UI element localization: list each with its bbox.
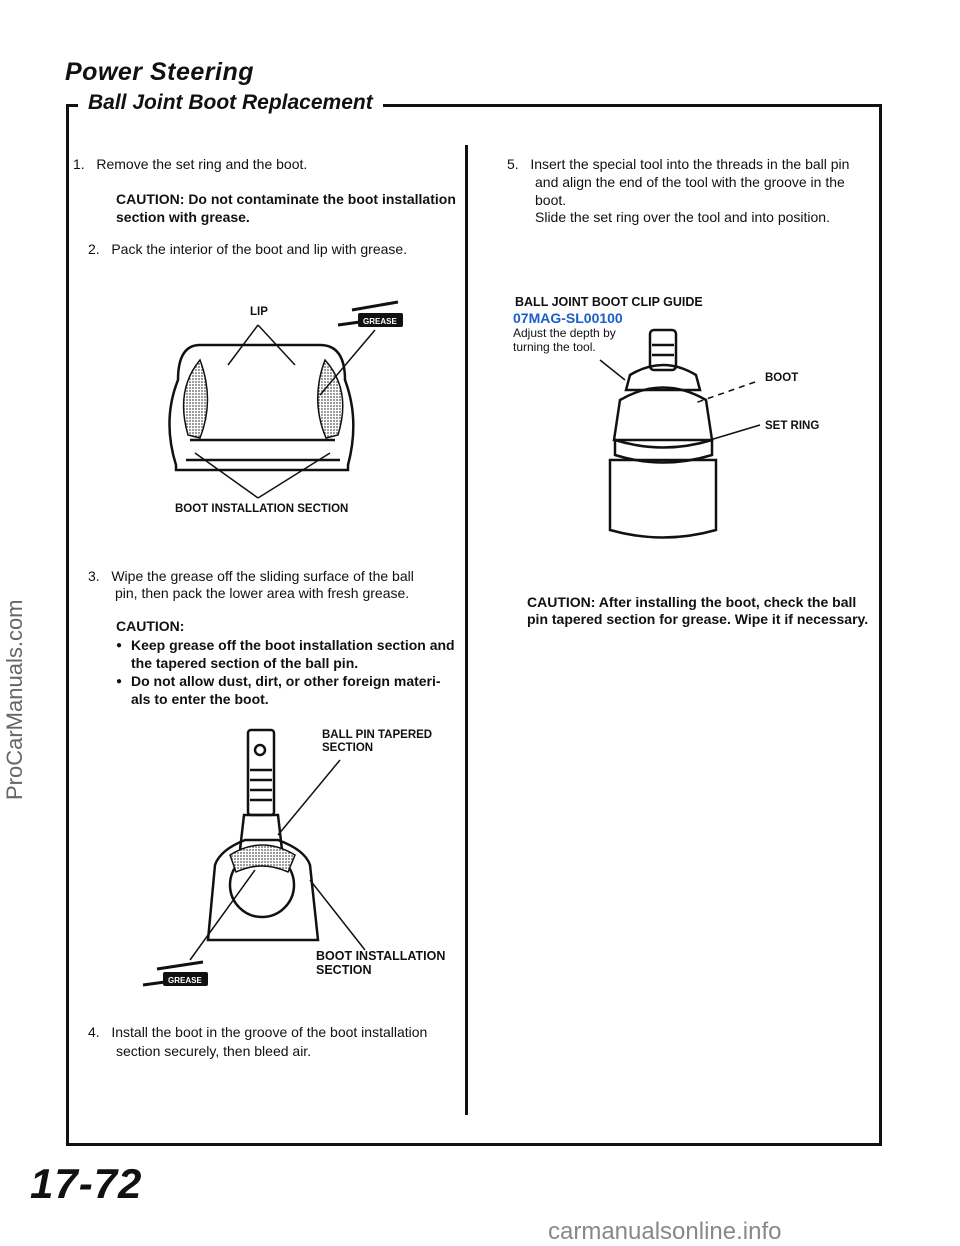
section-title: Ball Joint Boot Replacement	[78, 91, 383, 115]
step-2: 2. Pack the interior of the boot and lip with grease.	[88, 241, 408, 257]
ball-pin-tapered-label-1: BALL PIN TAPERED	[322, 729, 433, 741]
step-5-line-1: 5. Insert the special tool into the threads in the ball pin	[507, 156, 850, 172]
step-3-line-2: pin, then pack the lower area with fresh grease.	[115, 585, 410, 601]
boot-installation-section-label: BOOT INSTALLATION SECTION	[175, 503, 349, 515]
caution-2-bullet-2-line-1: ● Do not allow dust, dirt, or other foreign materi-	[131, 672, 441, 691]
step-4-line-2: section securely, then bleed air.	[116, 1043, 312, 1059]
clip-guide-figure	[610, 330, 716, 538]
step-5-line-3: boot.	[535, 192, 567, 208]
grease-tube-1-label: GREASE	[363, 317, 397, 326]
boot-installation-label-1: BOOT INSTALLATION	[316, 949, 446, 963]
step-3-line-1: 3. Wipe the grease off the sliding surface of the ball	[88, 568, 414, 584]
ball-pin-tapered-label-2: SECTION	[322, 742, 374, 754]
grease-tube-1	[338, 302, 403, 327]
page-number: 17-72	[30, 1160, 143, 1207]
caution-1-line-2: section with grease.	[116, 209, 250, 225]
step-1: 1. Remove the set ring and the boot.	[73, 156, 308, 172]
step-5-line-2: and align the end of the tool with the groove in the	[535, 174, 845, 190]
tool-note-line-2: turning the tool.	[513, 340, 596, 354]
caution-2-bullet-1-line-2: the tapered section of the ball pin.	[131, 655, 359, 671]
ball-pin-figure	[208, 730, 318, 940]
step-5-line-4: Slide the set ring over the tool and into position.	[535, 209, 830, 225]
grease-tube-2-label: GREASE	[168, 976, 202, 985]
tool-name-label: BALL JOINT BOOT CLIP GUIDE	[515, 295, 703, 309]
caution-3-line-2: pin tapered section for grease. Wipe it if necessary.	[527, 611, 869, 627]
boot-installation-label-2: SECTION	[316, 963, 372, 977]
lip-label: LIP	[250, 306, 268, 318]
caution-1-line-1: CAUTION: Do not contaminate the boot installation	[116, 191, 456, 207]
step-4-line-1: 4. Install the boot in the groove of the boot installation	[88, 1024, 428, 1040]
set-ring-label: SET RING	[765, 420, 820, 432]
caution-2-title: CAUTION:	[116, 618, 185, 634]
caution-2-bullet-1-line-1: ● Keep grease off the boot installation section and	[131, 636, 455, 655]
grease-left	[184, 360, 208, 438]
page-title: Power Steering	[65, 58, 254, 86]
ball-pin-grease	[230, 845, 295, 872]
caution-3-line-1: CAUTION: After installing the boot, check the ball	[527, 594, 857, 610]
watermark-side: ProCarManuals.com	[2, 599, 27, 800]
tool-number: 07MAG-SL00100	[513, 310, 623, 326]
boot-label: BOOT	[765, 372, 799, 384]
watermark-bottom: carmanualsonline.info	[548, 1218, 782, 1245]
grease-tube-2	[143, 962, 208, 986]
caution-2-bullet-2-line-2: als to enter the boot.	[131, 691, 269, 707]
tool-note-line-1: Adjust the depth by	[513, 326, 616, 340]
